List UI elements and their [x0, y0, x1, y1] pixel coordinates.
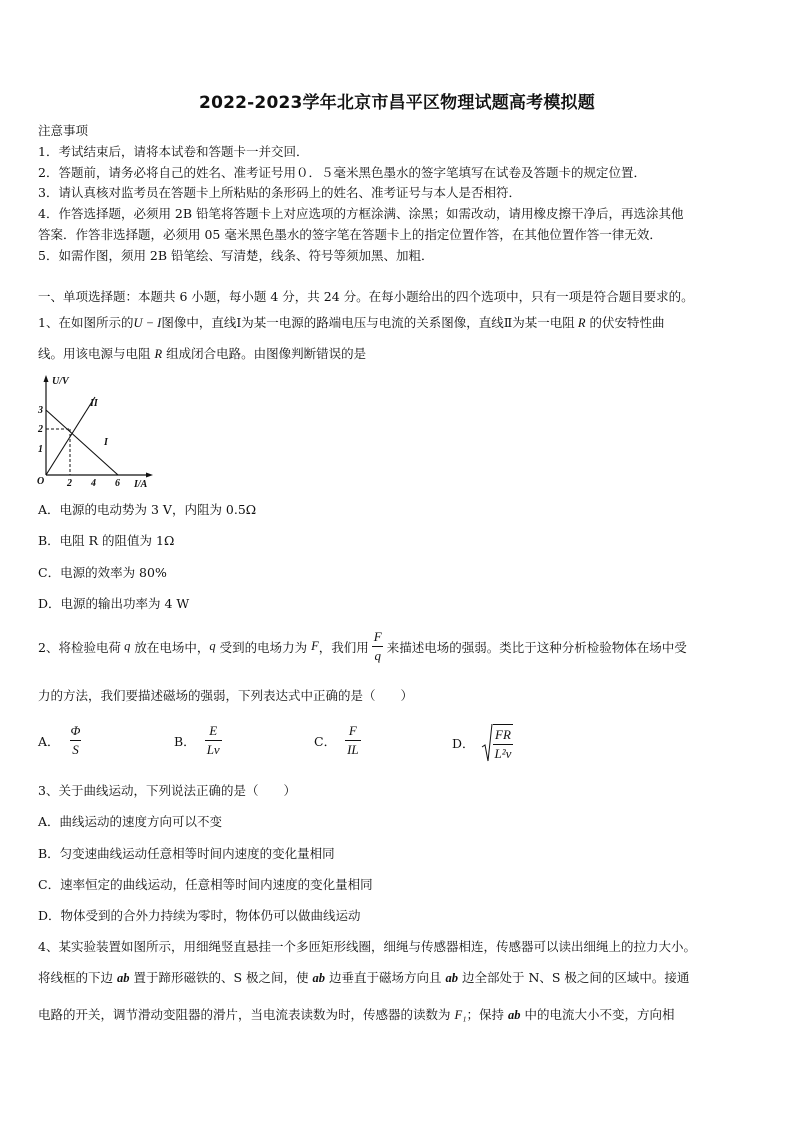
q1-stem-line1: 1、在如图所示的U − I图像中，直线Ⅰ为某一电源的路端电压与电流的关系图像，直线Ⅱ为某一电阻 R 的伏安特性曲: [38, 315, 665, 330]
fraction-f-over-q: $\frac{F}{q}$: [373, 629, 382, 663]
square-root-icon: $\frac{FR}{\text{L²v}}$: [481, 723, 517, 763]
q4-stem-line2: 将线框的下边 ab 置于蹄形磁铁的、S 极之间，使 ab 边垂直于磁场方向且 ab 边全部处于 N、S 极之间的区域中。接通: [38, 970, 690, 985]
y-axis-label: U/V: [52, 376, 69, 387]
x-tick: 4: [91, 478, 96, 489]
q1-option-d: D．电源的输出功率为 4 W: [38, 596, 190, 611]
notice-heading: 注意事项: [38, 123, 89, 138]
notice-item: 2．答题前，请务必将自己的姓名、准考证号用０．５毫米黑色墨水的签字笔填写在试卷及答题卡的规定位置．: [38, 165, 646, 180]
q1-option-c: C．电源的效率为 80%: [38, 565, 167, 580]
q1-stem-line2: 线。用该电源与电阻 R 组成闭合电路。由图像判断错误的是: [38, 346, 367, 361]
page-title: 2022-2023学年北京市昌平区物理试题高考模拟题: [199, 93, 595, 113]
notice-item: 3．请认真核对监考员在答题卡上所粘贴的条形码上的姓名、准考证号与本人是否相符．: [38, 185, 521, 200]
q2-option-d: D． $\frac{FR}{\text{L²v}}$: [452, 723, 516, 763]
q4-stem-line1: 4、某实验装置如图所示，用细绳竖直悬挂一个多匝矩形线圈，细绳与传感器相连，传感器可以读出细绳上的拉力大小。: [38, 939, 696, 954]
q2-option-c: C． $\frac{F}{IL}$: [314, 723, 359, 757]
q3-option-d: D．物体受到的合外力持续为零时，物体仍可以做曲线运动: [38, 908, 361, 923]
notice-item: 答案．作答非选择题，必须用 05 毫米黑色墨水的签字笔在答题卡上的指定位置作答，在其他位置作答一律无效．: [38, 227, 662, 242]
q3-option-a: A．曲线运动的速度方向可以不变: [38, 814, 223, 829]
notice-item: 1．考试结束后，请将本试卷和答题卡一并交回．: [38, 144, 309, 159]
x-tick: 2: [67, 478, 72, 489]
notice-item: 5．如需作图，须用 2B 铅笔绘、写清楚，线条、符号等须加黑、加粗．: [38, 248, 434, 263]
q2-stem-line2: 力的方法，我们要描述磁场的强弱，下列表达式中正确的是（ ）: [38, 688, 414, 703]
q3-stem: 3、关于曲线运动，下列说法正确的是（ ）: [38, 783, 296, 798]
q1-option-a: A．电源的电动势为 3 V，内阻为 0.5Ω: [38, 502, 257, 517]
ui-graph: [30, 372, 160, 490]
q4-stem-line3: 电路的开关，调节滑动变阻器的滑片，当电流表读数为时，传感器的读数为 F₁；保持 ab 中的电流大小不变，方向相: [38, 1007, 675, 1022]
x-tick: 6: [115, 478, 120, 489]
q3-option-c: C．速率恒定的曲线运动，任意相等时间内速度的变化量相同: [38, 877, 373, 892]
x-axis-label: I/A: [134, 479, 148, 490]
q2-option-b: B． $\frac{E}{Lv}$: [174, 723, 220, 757]
line-I-label: I: [104, 437, 108, 448]
origin-label: O: [37, 476, 45, 487]
y-tick: 2: [38, 424, 43, 435]
notice-item: 4．作答选择题，必须用 2B 铅笔将答题卡上对应选项的方框涂满、涂黑；如需改动，请用橡皮擦干净后，再选涂其他: [38, 206, 684, 221]
q2-option-a: A． $\frac{\Phi}{S}$: [38, 723, 81, 757]
line-II-label: II: [90, 398, 98, 409]
section-heading: 一、单项选择题：本题共 6 小题，每小题 4 分，共 24 分。在每小题给出的四个选项中，只有一项是符合题目要求的。: [38, 289, 694, 304]
q2-stem-line1: 2、将检验电荷 q 放在电场中， q 受到的电场力为 F ，我们用 $\frac{F}{q}$ 来描述电场的强弱。类比于这种分析检验物体在场中受: [38, 629, 687, 663]
q3-option-b: B．匀变速曲线运动任意相等时间内速度的变化量相同: [38, 846, 335, 861]
y-tick: 1: [38, 444, 43, 455]
q1-option-b: B．电阻 R 的阻值为 1Ω: [38, 533, 175, 548]
y-tick: 3: [38, 405, 43, 416]
